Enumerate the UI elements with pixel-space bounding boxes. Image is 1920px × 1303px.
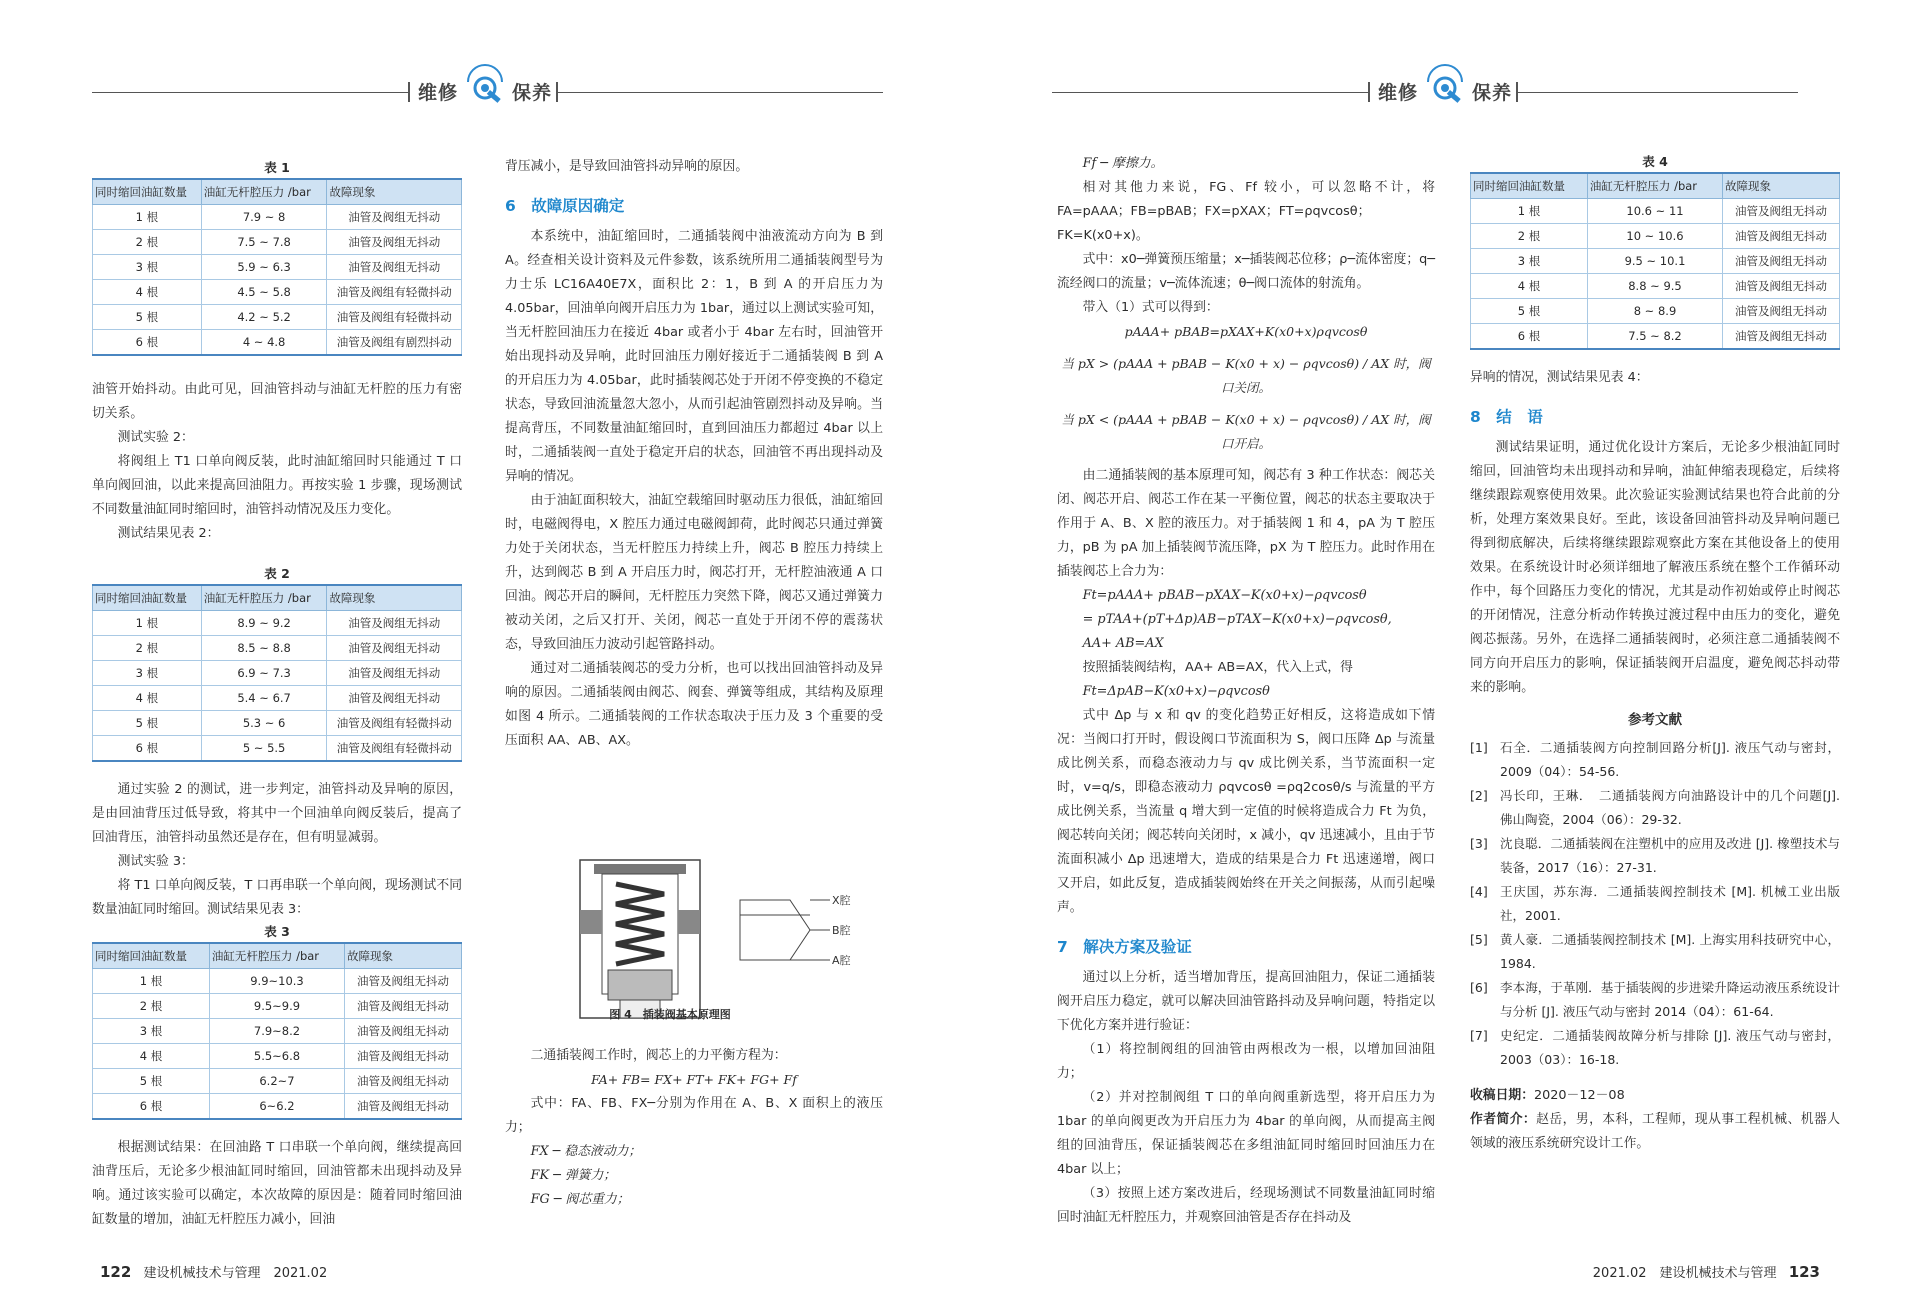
- paragraph: 式中：x0─弹簧预压缩量；x─插装阀芯位移；ρ─流体密度；q─流经阀口的流量；v─流体流速；θ─阀口流体的射流角。: [1057, 252, 1435, 291]
- paragraph: 通过以上分析，适当增加背压，提高回油阻力，保证二通插装阀开启压力稳定，就可以解决回油管路抖动及异响问题，特指定以下优化方案并进行验证：: [1057, 970, 1435, 1033]
- table-header-count: 同时缩回油缸数量: [1471, 173, 1588, 199]
- table-row: [93, 1069, 462, 1094]
- table-cell: 5.4 ~ 6.7: [201, 686, 327, 711]
- table-cell: 7.5 ~ 8.2: [1587, 324, 1722, 350]
- reference-number: [6]: [1470, 980, 1488, 995]
- table-cell: 油管及阀组无抖动: [1723, 224, 1840, 249]
- table-2-title: 表 2: [264, 566, 290, 581]
- equation-3b: 当 pX < (pAAA + pBAB − K(x0 + x) − ρqvcosθ) / AX 时，阀口开启。: [1061, 412, 1431, 451]
- table-cell: 油管及阀组有剧烈抖动: [327, 330, 462, 356]
- table-row: [93, 205, 462, 230]
- table-cell: 油管及阀组无抖动: [327, 255, 462, 280]
- paragraph: 本系统中，油缸缩回时，二通插装阀中油液流动方向为 B 到 A。经查相关设计资料及元件参数，该系统所用二通插装阀型号为力士乐 LC16A40E7X，面积比 2：1，B 到 A 的开启压力为 4.05bar，回油单向阀开启压力为 1bar，通过以上测试实验可知，当无杆腔回油压力在接近 4bar 或者小于 4bar 左右时，回油管开始出现抖动及异响，此时回油压力刚好接近于二通插装阀 B 到 A 的开启压力为 4.05bar，此时插装阀芯处于开闭不停变换的不稳定状态，导致回油流量忽大忽小，从而引起油管剧烈抖动及异响。当提高背压，不同数量油缸缩回时，直到回油压力都超过 4bar 以上时，二通插装阀一直处于稳定开启的状态，回油管不再出现抖动及异响的情况。: [505, 229, 883, 484]
- column-2-lower: [505, 1044, 883, 1212]
- table-cell: 油管及阀组无抖动: [327, 661, 462, 686]
- table-cell: 5.5~6.8: [209, 1044, 344, 1069]
- table-cell: 9.9~10.3: [209, 969, 344, 994]
- table-cell: 油管及阀组无抖动: [1723, 299, 1840, 324]
- table-row: [1471, 199, 1840, 224]
- fig-label-a: A腔: [832, 954, 851, 967]
- table-cell: 3 根: [1471, 249, 1588, 274]
- table-row: [1471, 299, 1840, 324]
- footer-left: [92, 1262, 327, 1281]
- table-cell: 5 根: [1471, 299, 1588, 324]
- author-bio: [1470, 1108, 1840, 1156]
- journal-info: 2021.02 建设机械技术与管理: [1592, 1266, 1777, 1281]
- header-rule-left: [1052, 92, 1370, 93]
- table-4: [1470, 172, 1840, 350]
- author-label: 作者简介：: [1470, 1112, 1537, 1127]
- reference-item: [1470, 880, 1840, 928]
- reference-text: 李本海，于革刚．基于插装阀的步进梁升降运动液压系统设计与分析 [J]. 液压气动与密封 2014（04）：61-64.: [1500, 980, 1840, 1019]
- paragraph: 式中：FA、FB、FX─分别为作用在 A、B、X 面积上的液压力；: [505, 1096, 883, 1135]
- wrench-gear-icon: [1422, 62, 1468, 104]
- equation-6: AA+ AB=AX: [1082, 636, 1164, 651]
- fig-label-b: B腔: [832, 924, 851, 937]
- table-cell: 5 根: [93, 305, 202, 330]
- paragraph: 背压减小，是导致回油管抖动异响的原因。: [505, 159, 749, 174]
- header-word-maintain: 保养: [1472, 82, 1513, 104]
- table-cell: 5 根: [93, 1069, 210, 1094]
- paragraph: 相对其他力来说，FG、Ff 较小，可以忽略不计，将 FA=pAAA；FB=pBAB；FX=pXAX；FT=ρqvcosθ；FK=K(x0+x)。: [1057, 180, 1435, 243]
- table-header-phenomenon: 故障现象: [327, 179, 462, 205]
- table-cell: 油管及阀组无抖动: [327, 230, 462, 255]
- table-cell: 3 根: [93, 1019, 210, 1044]
- table-cell: 6.2~7: [209, 1069, 344, 1094]
- table-cell: 5 根: [93, 711, 202, 736]
- table-cell: 油管及阀组无抖动: [1723, 249, 1840, 274]
- reference-item: [1470, 976, 1840, 1024]
- paragraph: 测试实验 2：: [117, 430, 194, 445]
- table-header-phenomenon: 故障现象: [327, 585, 462, 611]
- reference-number: [7]: [1470, 1028, 1488, 1043]
- page-number: 122: [100, 1263, 132, 1281]
- reference-text: 沈良聪．二通插装阀在注塑机中的应用及改进 [J]. 橡塑技术与装备，2017（16）：27-31.: [1500, 836, 1840, 875]
- table-cell: 8.9 ~ 9.2: [201, 611, 327, 636]
- table-row: [93, 661, 462, 686]
- column-4: [1470, 152, 1840, 1156]
- table-row: [93, 1094, 462, 1120]
- table-cell: 4.2 ~ 5.2: [201, 305, 327, 330]
- table-row: [93, 736, 462, 762]
- table-cell: 油管及阀组有轻微抖动: [327, 736, 462, 762]
- reference-item: [1470, 1024, 1840, 1072]
- table-row: [93, 1019, 462, 1044]
- table-cell: 油管及阀组无抖动: [345, 1019, 462, 1044]
- reference-text: 冯长印，王琳． 二通插装阀方向油路设计中的几个问题[J]. 佛山陶瓷，2004（06）：29-32.: [1500, 788, 1840, 827]
- paragraph: （1）将控制阀组的回油管由两根改为一根，以增加回油阻力；: [1057, 1042, 1435, 1081]
- table-cell: 6 根: [93, 736, 202, 762]
- table-cell: 油管及阀组无抖动: [345, 969, 462, 994]
- paragraph: 带入（1）式可以得到：: [1082, 300, 1219, 315]
- received-label: 收稿日期：: [1470, 1088, 1534, 1103]
- table-row: [1471, 224, 1840, 249]
- received-date: [1470, 1084, 1840, 1108]
- reference-text: 史纪定．二通插装阀故障分析与排除 [J]. 液压气动与密封，2003（03）：16-18.: [1500, 1028, 1840, 1067]
- table-row: [93, 330, 462, 356]
- paragraph: 将 T1 口单向阀反装，T 口再串联一个单向阀，现场测试不同数量油缸同时缩回。测试结果见表 3：: [92, 878, 462, 917]
- table-cell: 7.5 ~ 7.8: [201, 230, 327, 255]
- paragraph: 异响的情况，测试结果见表 4：: [1470, 370, 1649, 385]
- section-8-heading: 8 结 语: [1470, 408, 1543, 426]
- table-3-title: 表 3: [264, 924, 290, 939]
- equation-7: Ft=ΔpAB−K(x0+x)−ρqvcosθ: [1082, 684, 1270, 699]
- paragraph: 测试实验 3：: [117, 854, 194, 869]
- section-6-heading: 6 故障原因确定: [505, 197, 625, 215]
- table-cell: 5.3 ~ 6: [201, 711, 327, 736]
- header-separator: [1368, 82, 1370, 102]
- paragraph: 油管开始抖动。由此可见，回油管抖动与油缸无杆腔的压力有密切关系。: [92, 382, 462, 421]
- header-word-repair: 维修: [418, 82, 459, 104]
- table-cell: 油管及阀组无抖动: [1723, 199, 1840, 224]
- table-cell: 油管及阀组无抖动: [1723, 274, 1840, 299]
- paragraph: 通过对二通插装阀芯的受力分析，也可以找出回油管抖动及异响的原因。二通插装阀由阀芯、阀套、弹簧等组成，其结构及原理如图 4 所示。二通插装阀的工作状态取决于压力及 3 个重要的受压面积 AA、AB、AX。: [505, 661, 883, 748]
- table-row: [93, 686, 462, 711]
- table-cell: 4 ~ 4.8: [201, 330, 327, 356]
- paragraph: （3）按照上述方案改进后，经现场测试不同数量油缸同时缩回时油缸无杆腔压力，并观察回油管是否存在抖动及: [1057, 1186, 1435, 1225]
- table-cell: 6 根: [93, 330, 202, 356]
- definition: FG ─ 阀芯重力；: [530, 1192, 630, 1207]
- header-rule-left: [92, 92, 410, 93]
- table-cell: 油管及阀组有轻微抖动: [327, 711, 462, 736]
- reference-item: [1470, 784, 1840, 832]
- table-cell: 2 根: [93, 230, 202, 255]
- table-cell: 1 根: [93, 969, 210, 994]
- table-cell: 油管及阀组无抖动: [327, 686, 462, 711]
- table-1: [92, 178, 462, 356]
- header-word-repair: 维修: [1378, 82, 1419, 104]
- table-cell: 油管及阀组无抖动: [327, 636, 462, 661]
- table-row: [93, 994, 462, 1019]
- table-header-pressure: 油缸无杆腔压力 /bar: [201, 585, 327, 611]
- journal-info: 建设机械技术与管理 2021.02: [143, 1266, 328, 1281]
- table-2: [92, 584, 462, 762]
- table-cell: 4 根: [93, 280, 202, 305]
- table-cell: 8.8 ~ 9.5: [1587, 274, 1722, 299]
- table-cell: 2 根: [93, 636, 202, 661]
- reference-item: [1470, 928, 1840, 976]
- paragraph: （2）并对控制阀组 T 口的单向阀重新选型，将开启压力为 1bar 的单向阀更改为开启压力为 4bar 的单向阀，从而提高主阀组的回油背压，保证插装阀芯在多组油缸同时缩回时回油压力在 4bar 以上；: [1057, 1090, 1435, 1177]
- table-row: [93, 636, 462, 661]
- author-value: 赵岳，男，本科，工程师，现从事工程机械、机器人领域的液压系统研究设计工作。: [1470, 1112, 1841, 1151]
- received-value: 2020－12－08: [1533, 1088, 1625, 1103]
- table-row: [1471, 249, 1840, 274]
- table-header-phenomenon: 故障现象: [345, 943, 462, 969]
- table-cell: 4 根: [93, 1044, 210, 1069]
- table-row: [1471, 274, 1840, 299]
- column-2: [505, 155, 883, 753]
- reference-item: [1470, 832, 1840, 880]
- table-cell: 8 ~ 8.9: [1587, 299, 1722, 324]
- table-cell: 7.9 ~ 8: [201, 205, 327, 230]
- equation-1: FA+ FB= FX+ FT+ FK+ FG+ Ff: [591, 1072, 797, 1087]
- table-cell: 油管及阀组有轻微抖动: [327, 305, 462, 330]
- table-cell: 2 根: [1471, 224, 1588, 249]
- table-header-pressure: 油缸无杆腔压力 /bar: [1587, 173, 1722, 199]
- column-3: [1057, 152, 1435, 1230]
- table-4-title: 表 4: [1642, 154, 1668, 169]
- paragraph: 测试结果证明，通过优化设计方案后，无论多少根油缸同时缩回，回油管均未出现抖动和异响，油缸伸缩表现稳定，后续将继续跟踪观察使用效果。此次验证实验测试结果也符合此前的分析，处理方案效果良好。至此，该设备回油管抖动及异响问题已得到彻底解决，后续将继续跟踪观察此方案在其他设备上的使用效果。在系统设计时必须详细地了解液压系统在整个工作循环动作中，每个回路压力变化的情况，尤其是动作初始或停止时阀芯的开闭情况，注意分析动作转换过渡过程中由压力的变化，避免阀芯振荡。另外，在选择二通插装阀时，必须注意二通插装阀不同方向开启压力的影响，保证插装阀开启温度，避免阀芯抖动带来的影响。: [1470, 440, 1840, 695]
- table-cell: 2 根: [93, 994, 210, 1019]
- wrench-gear-icon: [462, 62, 508, 104]
- footer-right: [1593, 1262, 1828, 1281]
- table-cell: 4 根: [93, 686, 202, 711]
- table-row: [93, 280, 462, 305]
- definition: Ff ─ 摩擦力。: [1082, 156, 1164, 171]
- table-row: [93, 969, 462, 994]
- table-cell: 油管及阀组无抖动: [345, 994, 462, 1019]
- table-cell: 10 ~ 10.6: [1587, 224, 1722, 249]
- paragraph: 通过实验 2 的测试，进一步判定，油管抖动及异响的原因，是由回油背压过低导致，将其中一个回油单向阀反装后，提高了回油背压，油管抖动虽然还是存在，但有明显减弱。: [92, 782, 462, 845]
- table-row: [93, 611, 462, 636]
- table-cell: 油管及阀组无抖动: [345, 1069, 462, 1094]
- table-row: [93, 1044, 462, 1069]
- paragraph: 由于油缸面积较大，油缸空载缩回时驱动压力很低，油缸缩回时，电磁阀得电，X 腔压力通过电磁阀卸荷，此时阀芯只通过弹簧力处于关闭状态，当无杆腔压力持续上升，阀芯 B 腔压力持续上升，达到阀芯 B 到 A 开启压力时，阀芯打开，无杆腔油液通 A 口回油。阀芯开启的瞬间，无杆腔压力突然下降，阀芯又通过弹簧力被动关闭，之后又打开、关闭，阀芯一直处于开闭不停的震荡状态，导致回油压力波动引起管路抖动。: [505, 493, 883, 652]
- reference-text: 王庆国，苏东海．二通插装阀控制技术 [M]. 机械工业出版社，2001.: [1500, 884, 1840, 923]
- table-cell: 10.6 ~ 11: [1587, 199, 1722, 224]
- table-cell: 6.9 ~ 7.3: [201, 661, 327, 686]
- right-page: [960, 0, 1920, 1303]
- table-cell: 油管及阀组无抖动: [327, 611, 462, 636]
- paragraph: 按照插装阀结构，AA+ AB=AX，代入上式，得: [1082, 660, 1353, 675]
- reference-number: [3]: [1470, 836, 1488, 851]
- references-title: 参考文献: [1628, 712, 1682, 728]
- fig-label-x: X腔: [832, 894, 851, 907]
- table-3: [92, 942, 462, 1120]
- table-cell: 油管及阀组无抖动: [345, 1044, 462, 1069]
- table-cell: 4 根: [1471, 274, 1588, 299]
- table-row: [93, 230, 462, 255]
- definition: FX ─ 稳态液动力；: [530, 1144, 642, 1159]
- table-cell: 8.5 ~ 8.8: [201, 636, 327, 661]
- figure-caption: 图 4 插装阀基本原理图: [609, 1008, 731, 1021]
- table-header-phenomenon: 故障现象: [1723, 173, 1840, 199]
- table-row: [93, 305, 462, 330]
- table-cell: 3 根: [93, 255, 202, 280]
- table-header-pressure: 油缸无杆腔压力 /bar: [209, 943, 344, 969]
- paragraph: 将阀组上 T1 口单向阀反装，此时油缸缩回时只能通过 T 口单向阀回油，以此来提高回油阻力。再按实验 1 步骤，现场测试不同数量油缸同时缩回时，油管抖动情况及压力变化。: [92, 454, 462, 517]
- header-word-maintain: 保养: [512, 82, 553, 104]
- table-cell: 油管及阀组有轻微抖动: [327, 280, 462, 305]
- table-cell: 6~6.2: [209, 1094, 344, 1120]
- table-header-count: 同时缩回油缸数量: [93, 179, 202, 205]
- table-header-pressure: 油缸无杆腔压力 /bar: [201, 179, 327, 205]
- reference-item: [1470, 736, 1840, 784]
- definition: FK ─ 弹簧力；: [530, 1168, 617, 1183]
- header-separator: [408, 82, 410, 102]
- reference-number: [4]: [1470, 884, 1488, 899]
- table-cell: 油管及阀组无抖动: [1723, 324, 1840, 350]
- column-1: [92, 158, 462, 1232]
- paragraph: 由二通插装阀的基本原理可知，阀芯有 3 种工作状态：阀芯关闭、阀芯开启、阀芯工作在某一平衡位置，阀芯的状态主要取决于作用于 A、B、X 腔的液压力。对于插装阀 1 和 4，pA 为 T 腔压力，pB 为 pA 加上插装阀节流压降，pX 为 T 腔压力。此时作用在插装阀芯上合力为：: [1057, 468, 1435, 579]
- reference-number: [1]: [1470, 740, 1488, 755]
- equation-3a: 当 pX > (pAAA + pBAB − K(x0 + x) − ρqvcosθ) / AX 时，阀口关闭。: [1061, 356, 1431, 395]
- table-cell: 1 根: [93, 611, 202, 636]
- table-cell: 3 根: [93, 661, 202, 686]
- reference-number: [5]: [1470, 932, 1488, 947]
- table-cell: 4.5 ~ 5.8: [201, 280, 327, 305]
- reference-text: 黄人豪．二通插装阀控制技术 [M]. 上海实用科技研究中心，1984.: [1500, 932, 1840, 971]
- table-1-title: 表 1: [264, 160, 290, 175]
- table-cell: 7.9~8.2: [209, 1019, 344, 1044]
- paragraph: 测试结果见表 2：: [117, 526, 220, 541]
- table-cell: 1 根: [93, 205, 202, 230]
- table-row: [93, 711, 462, 736]
- paragraph: 式中 Δp 与 x 和 qv 的变化趋势正好相反，这将造成如下情况：当阀口打开时，假设阀口节流面积为 S，阀口压降 Δp 与流量成比例关系，而稳态液动力与 qv 成比例关系，当节流面积一定时，v=q/s，即稳态液动力 ρqvcosθ =ρq2cosθ/s 与流量的平方成比例关系，当流量 q 增大到一定值的时候将造成合力 Ft 为负，阀芯转向关闭；阀芯转向关闭时，x 减小，qv 迅速减小，且由于节流面积减小 Δp 迅速增大，造成的结果是合力 Ft 迅速递增，阀口又开启，如此反复，造成插装阀始终在开关之间振荡，从而引起噪声。: [1057, 708, 1435, 915]
- table-header-count: 同时缩回油缸数量: [93, 585, 202, 611]
- table-cell: 油管及阀组无抖动: [345, 1094, 462, 1120]
- reference-text: 石全．二通插装阀方向控制回路分析[J]. 液压气动与密封，2009（04）：54-56.: [1500, 740, 1840, 779]
- paragraph: 根据测试结果：在回油路 T 口串联一个单向阀，继续提高回油背压后，无论多少根油缸同时缩回，回油管都未出现抖动及异响。通过该实验可以确定，本次故障的原因是：随着同时缩回油缸数量的增加，油缸无杆腔压力减小，回油: [92, 1140, 462, 1227]
- equation-5: = pTAA+(pT+Δp)AB−pTAX−K(x0+x)−ρqvcosθ,: [1082, 612, 1392, 627]
- table-cell: 6 根: [1471, 324, 1588, 350]
- equation-4: Ft=pAAA+ pBAB−pXAX−K(x0+x)−ρqvcosθ: [1082, 588, 1367, 603]
- paragraph: 二通插装阀工作时，阀芯上的力平衡方程为：: [530, 1048, 787, 1063]
- table-cell: 5.9 ~ 6.3: [201, 255, 327, 280]
- table-cell: 9.5 ~ 10.1: [1587, 249, 1722, 274]
- equation-2: pAAA+ pBAB=pXAX+K(x0+x)ρqvcosθ: [1124, 324, 1368, 339]
- table-cell: 1 根: [1471, 199, 1588, 224]
- table-cell: 9.5~9.9: [209, 994, 344, 1019]
- table-header-count: 同时缩回油缸数量: [93, 943, 210, 969]
- table-cell: 6 根: [93, 1094, 210, 1120]
- page-number: 123: [1788, 1263, 1820, 1281]
- table-cell: 油管及阀组无抖动: [327, 205, 462, 230]
- reference-number: [2]: [1470, 788, 1488, 803]
- table-row: [93, 255, 462, 280]
- header-rule-right: [558, 92, 883, 93]
- table-row: [1471, 324, 1840, 350]
- section-7-heading: 7 解决方案及验证: [1057, 938, 1192, 956]
- table-cell: 5 ~ 5.5: [201, 736, 327, 762]
- header-rule-right: [1518, 92, 1798, 93]
